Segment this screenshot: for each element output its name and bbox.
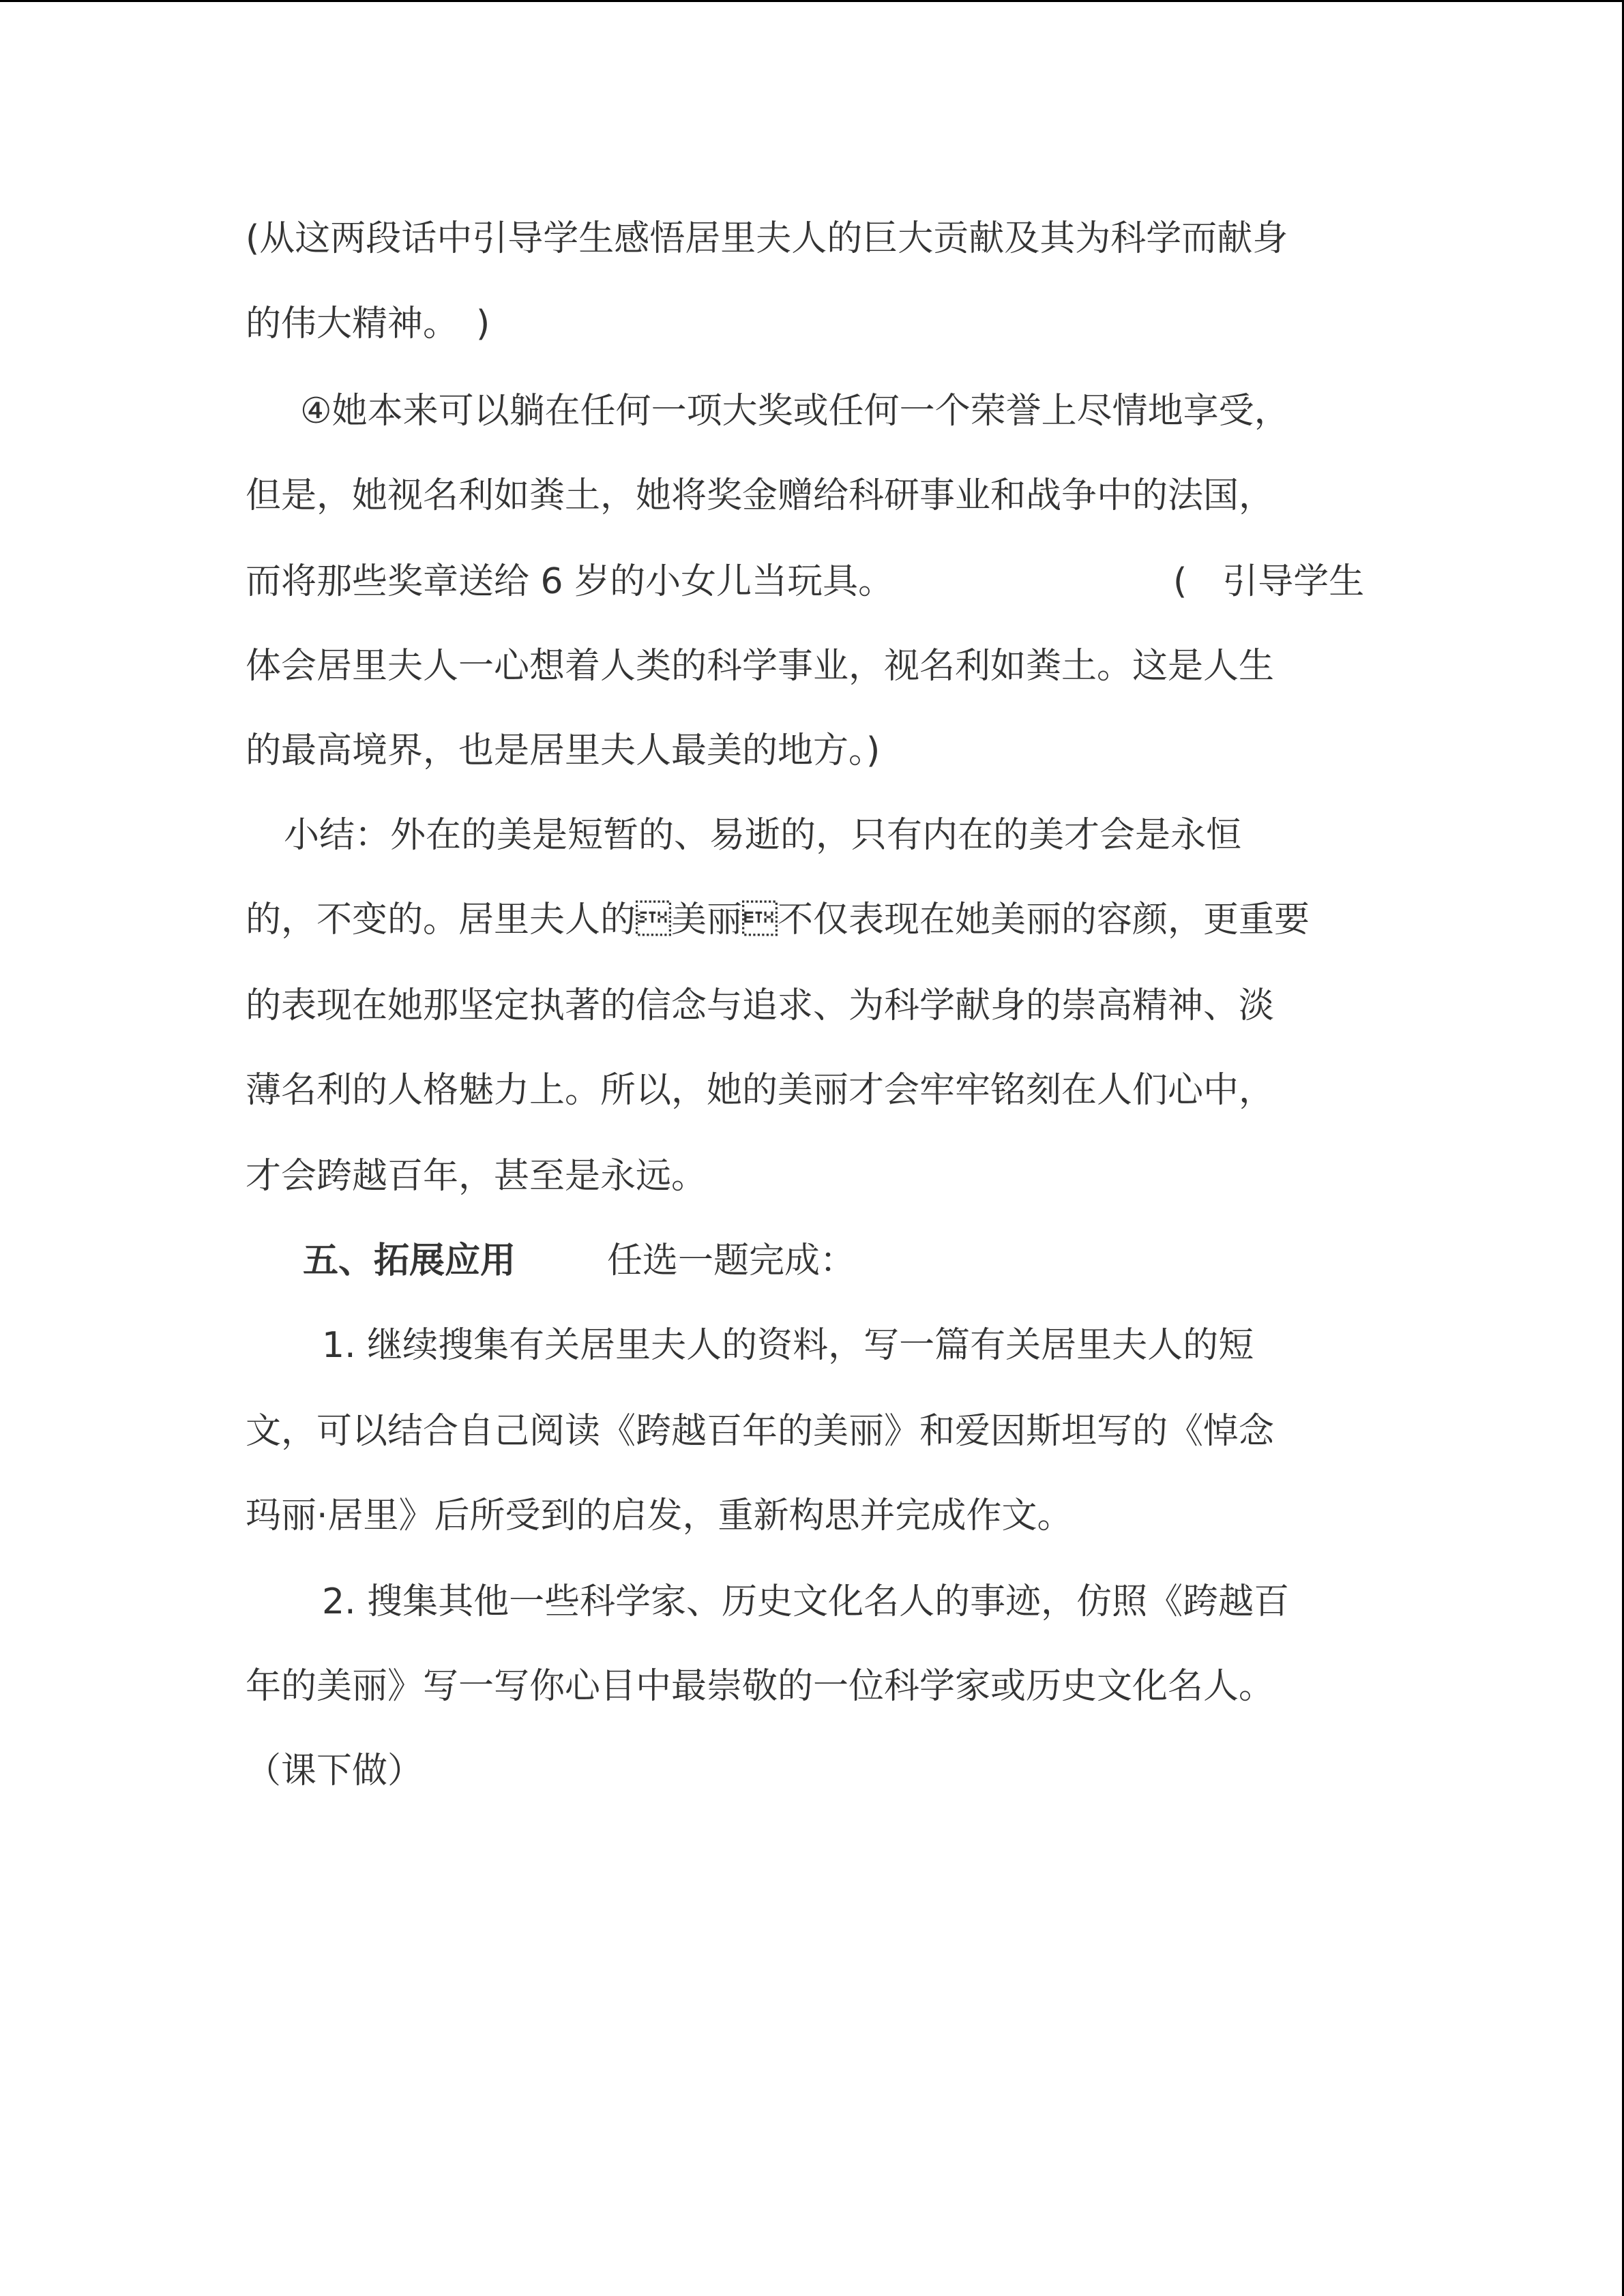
task-1-line-3: 玛丽·居里》后所受到的启发，重新构思并完成作文。 [246, 1495, 1073, 1536]
text-line-3: ④她本来可以躺在任何一项大奖或任何一个荣誉上尽情地享受， [300, 391, 1290, 432]
summary-line-2: 的，不变的。居里夫人的美丽不仅表现在她美丽的容颜，更重要 [246, 899, 1310, 940]
task-1-line-2: 文，可以结合自己阅读《跨越百年的美丽》和爱因斯坦写的《悼念 [246, 1411, 1275, 1452]
text-line-1: (从这两段话中引导学生感悟居里夫人的巨大贡献及其为科学而献身 [246, 218, 1288, 259]
page-top-border [0, 0, 1624, 2]
text-line-7: 的最高境界，也是居里夫人最美的地方。) [246, 730, 881, 771]
text-line-4: 但是，她视名利如粪土，她将奖金赠给科研事业和战争中的法国， [246, 475, 1275, 516]
summary-line-5: 才会跨越百年，甚至是永远。 [246, 1156, 707, 1197]
summary-line-4: 薄名利的人格魅力上。所以，她的美丽才会牢牢铭刻在人们心中， [246, 1070, 1275, 1111]
task-2-line-1: 2. 搜集其他一些科学家、历史文化名人的事迹，仿照《跨越百 [322, 1581, 1290, 1622]
section-heading: 五、拓展应用 [303, 1240, 516, 1281]
task-2-line-2: 年的美丽》写一写你心目中最崇敬的一位科学家或历史文化名人。 [246, 1666, 1275, 1707]
summary-line-1: 小结：外在的美是短暂的、易逝的，只有内在的美才会是永恒 [284, 815, 1242, 856]
summary-line-3: 的表现在她那坚定执著的信念与追求、为科学献身的崇高精神、淡 [246, 985, 1275, 1026]
text-line-5a: 而将那些奖章送给 6 岁的小女儿当玩具。 [246, 561, 894, 602]
text-line-5b: ( 引导学生 [1173, 561, 1365, 602]
text-line-2: 的伟大精神。 ) [246, 303, 490, 344]
task-1-line-1: 1. 继续搜集有关居里夫人的资料，写一篇有关居里夫人的短 [322, 1325, 1254, 1366]
section-instruction: 任选一题完成： [607, 1240, 856, 1281]
homework-note: （课下做） [246, 1750, 424, 1791]
text-line-6: 体会居里夫人一心想着人类的科学事业，视名利如粪土。这是人生 [246, 646, 1275, 687]
